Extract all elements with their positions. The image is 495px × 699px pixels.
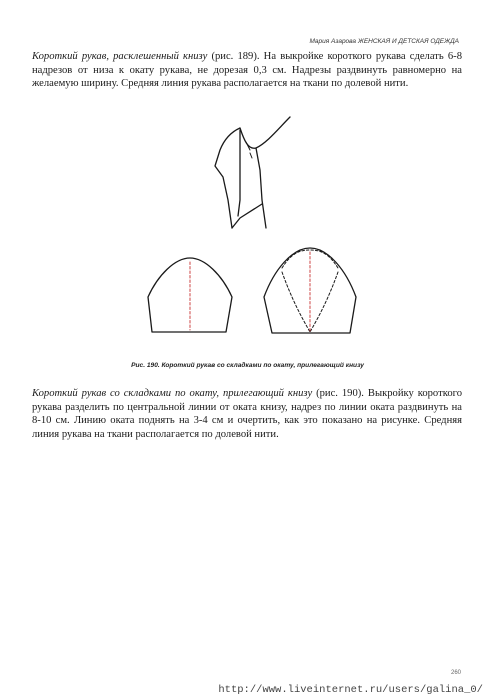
paragraph-body: (рис. 190). Выкройку короткого рукава разделить по центральной линии от оката книзу, надрез по линии оката раздвинуть на 8-10 см. Линию оката поднять на 3-4 см и очертить, как это показано на рисунке. Средняя линия рукава на ткани располагается по долевой нити. <box>32 388 462 440</box>
page-number: 260 <box>450 670 461 676</box>
header-title: ЖЕНСКАЯ И ДЕТСКАЯ ОДЕЖДА <box>357 38 459 45</box>
garment-sketch <box>215 117 290 228</box>
figure-caption: Рис. 190. Короткий рукав со складками по окату, прилегающий книзу <box>131 362 364 369</box>
paragraph-lead: Короткий рукав, расклешенный книзу <box>32 51 208 62</box>
paragraph-body: (рис. 189). На выкройке короткого рукава сделать 6-8 надрезов от низа к окату рукава, не дорезая 0,3 см. Надрезы раздвинуть равномерно на желаемую ширину. Средняя линия рукава располагается на ткани по долевой нити. <box>32 51 463 90</box>
header-author: Мария Азарова <box>309 38 357 45</box>
paragraph-lead: Короткий рукав со складками по окату, прилегающий книзу <box>32 388 313 399</box>
sleeve-pattern-with-folds <box>264 248 356 333</box>
sleeve-pattern-basic <box>148 258 232 332</box>
footer-url[interactable]: http://www.liveinternet.ru/users/galina_0/ <box>218 684 483 696</box>
paragraph-pleated-sleeve <box>32 387 462 441</box>
